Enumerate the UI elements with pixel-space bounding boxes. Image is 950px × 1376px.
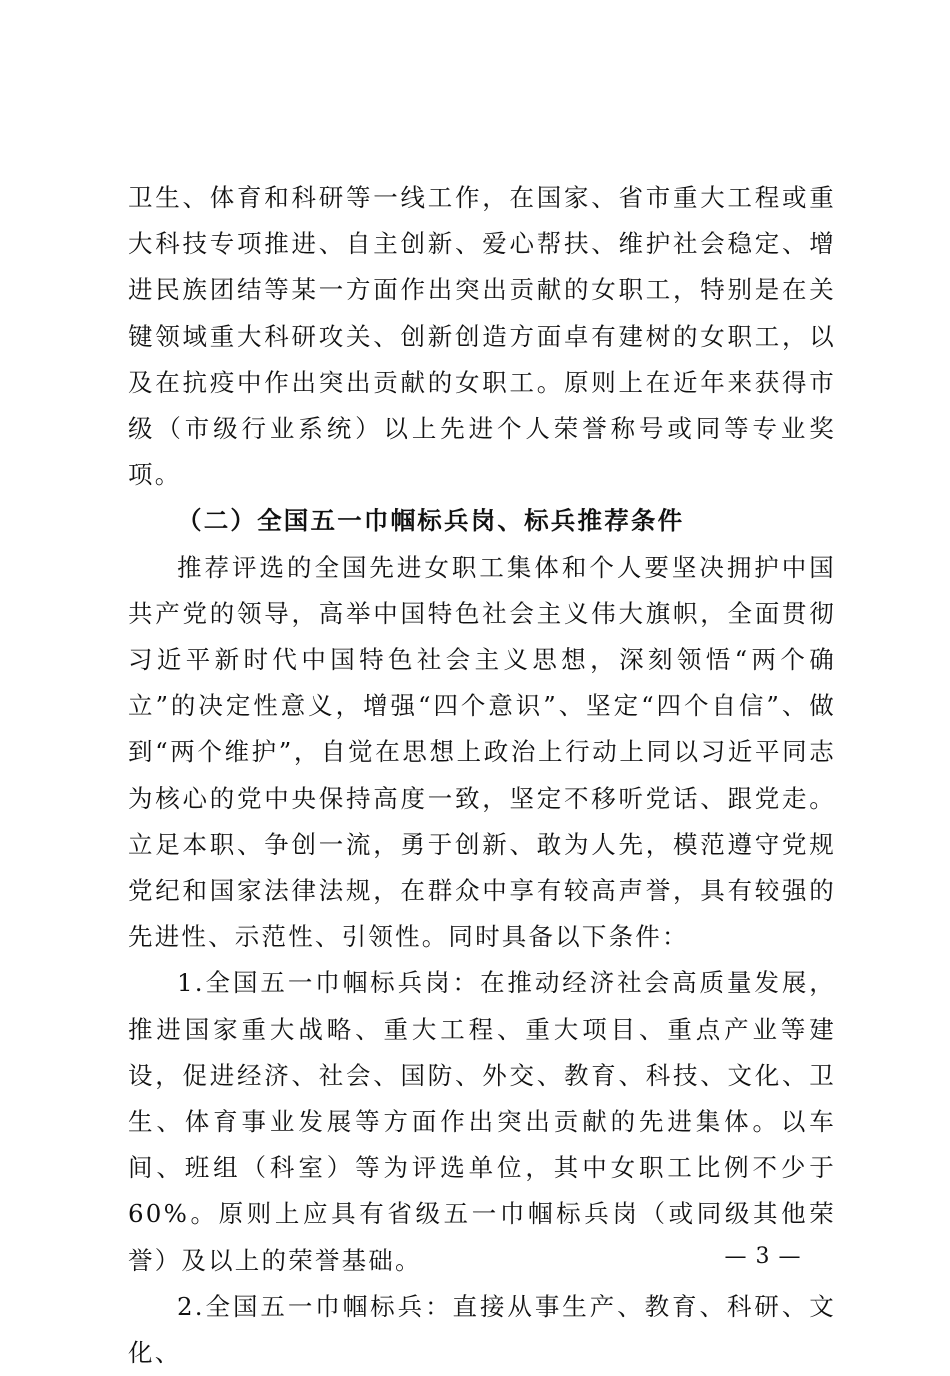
page-number: — 3 — xyxy=(724,1244,802,1269)
section-heading: （二）全国五一巾帼标兵岗、标兵推荐条件 xyxy=(177,506,685,536)
paragraph-requirements: 推荐评选的全国先进女职工集体和个人要坚决拥护中国共产党的领导，高举中国特色社会主义伟大旗帜，全面贯彻习近平新时代中国特色社会主义思想，深刻领悟“两个确立”的决定性意义，增强“四个意识”、坚定“四个自信”、做到“两个维护”，自觉在思想上政治上行动上同以习近平同志为核心的党中央保持高度一致，坚定不移听党话、跟党走。立足本职、争创一流，勇于创新、敢为人先，模范遵守党规党纪和国家法律法规，在群众中享有较高声誉，具有较强的先进性、示范性、引领性。同时具备以下条件： xyxy=(128,552,836,952)
paragraph-item-2: 2.全国五一巾帼标兵：直接从事生产、教育、科研、文化、 xyxy=(128,1291,836,1368)
paragraph-item-1: 1.全国五一巾帼标兵岗：在推动经济社会高质量发展，推进国家重大战略、重大工程、重大项目、重点产业等建设，促进经济、社会、国防、外交、教育、科技、文化、卫生、体育事业发展等方面作出突出贡献的先进集体。以车间、班组（科室）等为评选单位，其中女职工比例不少于60%。原则上应具有省级五一巾帼标兵岗（或同级其他荣誉）及以上的荣誉基础。 xyxy=(128,968,836,1275)
paragraph-continuation: 卫生、体育和科研等一线工作，在国家、省市重大工程或重大科技专项推进、自主创新、爱心帮扶、维护社会稳定、增进民族团结等某一方面作出突出贡献的女职工，特别是在关键领域重大科研攻关、创新创造方面卓有建树的女职工，以及在抗疫中作出突出贡献的女职工。原则上在近年来获得市级（市级行业系统）以上先进个人荣誉称号或同等专业奖项。 xyxy=(128,183,836,490)
document-body xyxy=(128,175,836,1376)
